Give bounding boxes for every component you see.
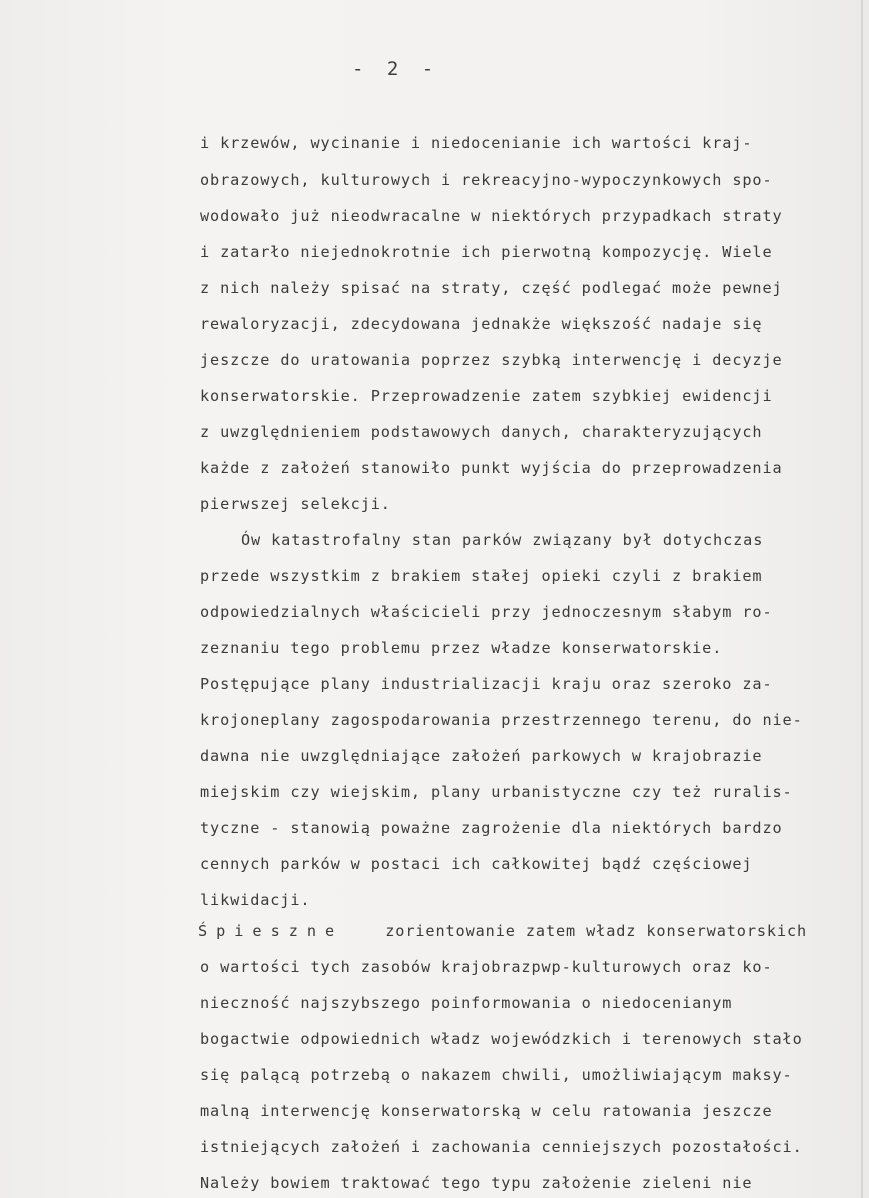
text-line: cennych parków w postaci ich całkowitej bądź częściowej <box>200 855 753 873</box>
text-line: Należy bowiem traktować tego typu założenie zieleni nie <box>200 1174 753 1192</box>
text-line: istniejących założeń i zachowania cenniejszych pozostałości. <box>200 1138 803 1156</box>
text-line-emphasis <box>198 922 807 940</box>
page-number: - 2 - <box>352 58 440 80</box>
page-edge-shadow <box>861 0 863 1198</box>
emphasis-line-rest: zorientowanie zatem władz konserwatorskich <box>385 922 808 940</box>
text-line: malną interwencję konserwatorską w celu ratowania jeszcze <box>200 1102 773 1120</box>
text-line: rewaloryzacji, zdecydowana jednakże większość nadaje się <box>200 315 763 333</box>
text-line: pierwszej selekcji. <box>200 495 391 513</box>
text-line: likwidacji. <box>200 891 311 909</box>
text-line: konserwatorskie. Przeprowadzenie zatem szybkiej ewidencji <box>200 387 773 405</box>
text-line: i zatarło niejednokrotnie ich pierwotną kompozycję. Wiele <box>200 243 773 261</box>
text-line: odpowiedzialnych właścicieli przy jednoczesnym słabym ro- <box>200 603 773 621</box>
text-line: Postępujące plany industrializacji kraju oraz szeroko za- <box>200 675 773 693</box>
text-line: się palącą potrzebą o nakazem chwili, umożliwiającym maksy- <box>200 1066 793 1084</box>
text-line: tyczne - stanowią poważne zagrożenie dla niektórych bardzo <box>200 819 783 837</box>
text-line: dawna nie uwzględniające założeń parkowych w krajobrazie <box>200 747 763 765</box>
text-line: obrazowych, kulturowych i rekreacyjno-wypoczynkowych spo- <box>200 171 773 189</box>
text-line: bogactwie odpowiednich władz wojewódzkich i terenowych stało <box>200 1030 803 1048</box>
text-line: o wartości tych zasobów krajobrazpwp-kulturowych oraz ko- <box>200 958 773 976</box>
text-line: nieczność najszybszego poinformowania o niedocenianym <box>200 994 733 1012</box>
spaced-emphasis-word: Śpieszne <box>198 922 344 940</box>
text-line: jeszcze do uratowania poprzez szybką interwencję i decyzje <box>200 351 783 369</box>
text-line: miejskim czy wiejskim, plany urbanistyczne czy też ruralis- <box>200 783 793 801</box>
text-line: z nich należy spisać na straty, część podlegać może pewnej <box>200 279 783 297</box>
text-line: i krzewów, wycinanie i niedocenianie ich wartości kraj- <box>200 134 753 152</box>
text-line: krojoneplany zagospodarowania przestrzennego terenu, do nie- <box>200 711 803 729</box>
text-line: przede wszystkim z brakiem stałej opieki czyli z brakiem <box>200 567 763 585</box>
text-line: zeznaniu tego problemu przez władze konserwatorskie. <box>200 639 723 657</box>
text-line: Ów katastrofalny stan parków związany był dotychczas <box>241 531 764 549</box>
text-line: każde z założeń stanowiło punkt wyjścia do przeprowadzenia <box>200 459 783 477</box>
text-line: wodowało już nieodwracalne w niektórych przypadkach straty <box>200 207 783 225</box>
text-line: z uwzględnieniem podstawowych danych, charakteryzujących <box>200 423 763 441</box>
